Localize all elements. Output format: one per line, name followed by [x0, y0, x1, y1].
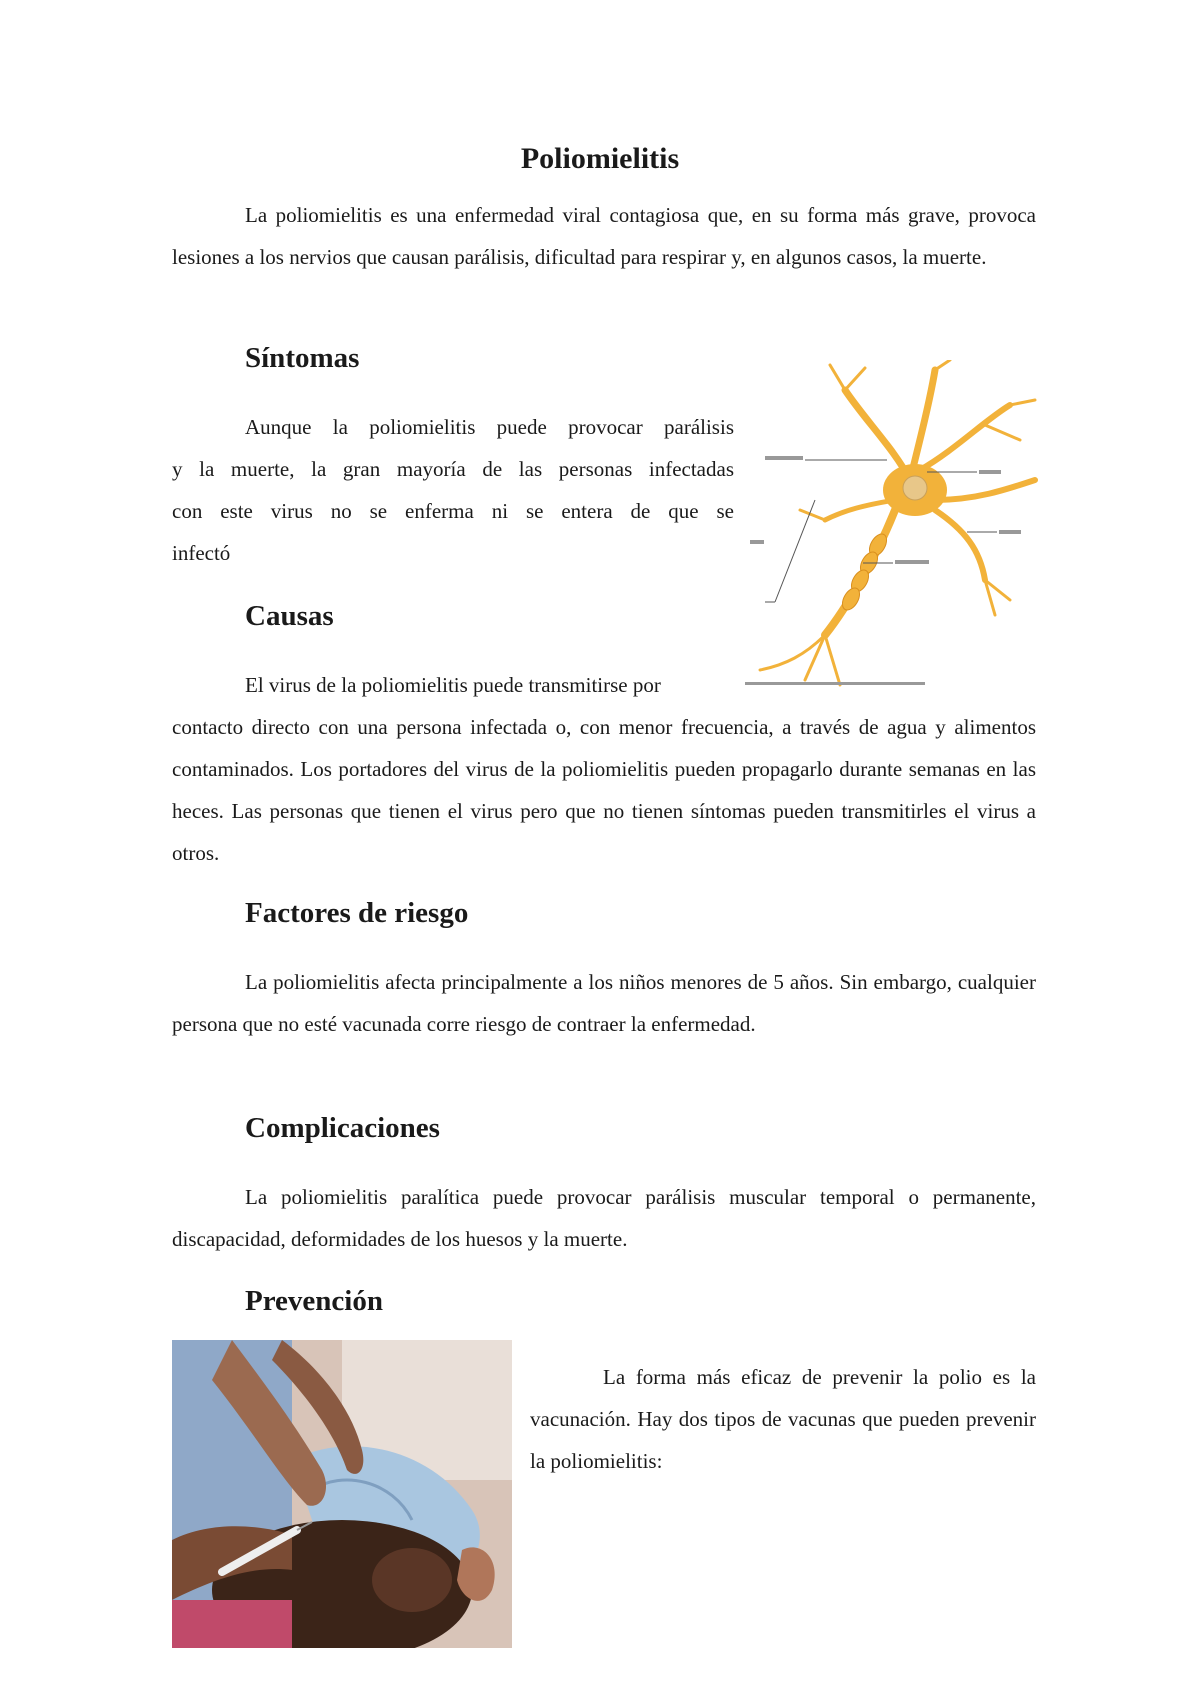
heading-sintomas: Síntomas	[245, 342, 360, 374]
heading-factores-de-riesgo: Factores de riesgo	[245, 897, 469, 929]
complicaciones-paragraph: La poliomielitis paralítica puede provocar parálisis muscular temporal o permanente, discapacidad, deformidades de los huesos y la muerte.	[172, 1185, 1036, 1251]
causas-first-line: El virus de la poliomielitis puede transmitirse por	[245, 673, 661, 697]
sintomas-line: Aunque la poliomielitis puede provocar parálisis	[245, 415, 734, 439]
sintomas-line: infectó	[172, 541, 231, 565]
heading-causas: Causas	[245, 600, 334, 632]
sintomas-paragraph	[172, 406, 734, 574]
intro-paragraph: La poliomielitis es una enfermedad viral contagiosa que, en su forma más grave, provoca lesiones a los nervios que causan parálisis, dificultad para respirar y, en algunos casos, la muerte.	[172, 203, 1036, 269]
factores-paragraph: La poliomielitis afecta principalmente a los niños menores de 5 años. Sin embargo, cualquier persona que no esté vacunada corre riesgo de contraer la enfermedad.	[172, 970, 1036, 1036]
heading-complicaciones: Complicaciones	[245, 1112, 440, 1144]
neuron-illustration	[745, 360, 1050, 690]
prevencion-paragraph: La forma más eficaz de prevenir la polio es la vacunación. Hay dos tipos de vacunas que pueden prevenir la poliomielitis:	[530, 1365, 1036, 1473]
sintomas-line: con este virus no se enferma ni se entera de que se	[172, 499, 734, 523]
sintomas-line: y la muerte, la gran mayoría de las personas infectadas	[172, 457, 734, 481]
page-title: Poliomielitis	[520, 142, 680, 175]
heading-prevencion: Prevención	[245, 1285, 383, 1317]
vaccination-photo	[172, 1340, 512, 1648]
causas-paragraph: contacto directo con una persona infectada o, con menor frecuencia, a través de agua y alimentos contaminados. Los portadores del virus de la poliomielitis pueden propagarlo durante semanas en las heces. Las personas que tienen el virus pero que no tienen síntomas pueden transmitirles el virus a otros.	[172, 715, 1036, 865]
